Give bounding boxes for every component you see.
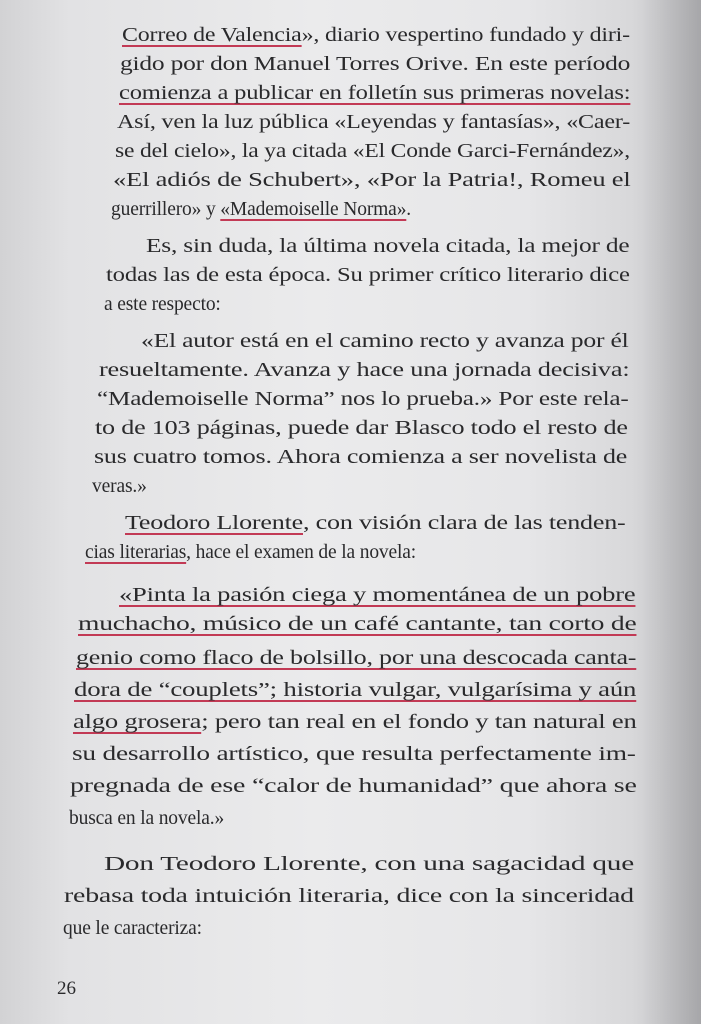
text-segment: Don Teodoro Llorente, con una sagacidad que xyxy=(104,854,634,875)
underlined-phrase: Correo de Valencia xyxy=(122,25,302,46)
text-segment: su desarrollo artístico, que resulta perfectamente im- xyxy=(72,744,636,765)
text-segment: «El autor está en el camino recto y avanza por él xyxy=(141,331,629,352)
text-line xyxy=(99,357,629,385)
text-segment: to de 103 páginas, puede dar Blasco todo el resto de xyxy=(95,418,628,439)
text-line xyxy=(119,80,630,108)
text-segment: «El adiós de Schubert», «Por la Patria!, Romeu el xyxy=(113,170,631,191)
text-segment: rebasa toda intuición literaria, dice con la sinceridad xyxy=(64,886,634,907)
text-segment: , con visión clara de las tenden- xyxy=(303,513,626,534)
text-segment: “Mademoiselle Norma” nos lo prueba.» Por este rela- xyxy=(97,389,629,410)
text-segment: », diario vespertino fundado y diri- xyxy=(301,25,630,46)
text-segment: . xyxy=(406,199,412,220)
underlined-phrase: algo grosera xyxy=(73,712,202,733)
text-segment: sus cuatro tomos. Ahora comienza a ser novelista de xyxy=(94,447,628,468)
text-line xyxy=(106,262,630,290)
text-line xyxy=(122,22,630,50)
text-segment: a este respecto: xyxy=(104,294,221,315)
text-line xyxy=(78,611,636,639)
text-segment: veras.» xyxy=(92,476,147,497)
text-line xyxy=(104,851,634,879)
text-line xyxy=(117,109,630,137)
text-line xyxy=(141,328,629,356)
text-segment: busca en la novela.» xyxy=(69,808,225,829)
text-segment: resueltamente. Avanza y hace una jornada decisiva: xyxy=(99,360,630,381)
text-segment: , hace el examen de la novela: xyxy=(186,542,417,563)
text-line xyxy=(74,677,636,705)
text-line xyxy=(76,645,636,673)
text-segment: gido por don Manuel Torres Orive. En este período xyxy=(120,54,631,75)
text-line xyxy=(94,444,627,472)
text-line xyxy=(92,473,147,501)
text-line xyxy=(104,291,221,319)
underlined-phrase: Teodoro Llorente xyxy=(125,513,304,534)
text-line xyxy=(63,915,202,943)
text-line xyxy=(111,196,411,224)
text-segment: se del cielo», la ya citada «El Conde Garci-Fernández», xyxy=(115,141,630,162)
text-line xyxy=(115,138,630,166)
text-segment: ; pero tan real en el fondo y tan natural en xyxy=(201,712,637,733)
text-line xyxy=(113,167,631,195)
text-segment: que le caracteriza: xyxy=(63,918,202,939)
text-line xyxy=(85,539,416,567)
text-segment: todas las de esta época. Su primer crítico literario dice xyxy=(106,265,630,286)
text-line xyxy=(70,773,637,801)
text-segment: pregnada de ese “calor de humanidad” que ahora se xyxy=(70,776,637,797)
underlined-phrase: muchacho, músico de un café cantante, tan corto de xyxy=(78,614,637,635)
text-segment: Es, sin duda, la última novela citada, la mejor de xyxy=(146,236,630,257)
underlined-phrase: cias literarias xyxy=(85,542,187,563)
text-line xyxy=(125,510,626,538)
text-line xyxy=(119,582,635,610)
underlined-phrase: comienza a publicar en folletín sus primeras novelas: xyxy=(119,83,631,104)
underlined-phrase: dora de “couplets”; historia vulgar, vulgarísima y aún xyxy=(74,680,637,701)
text-line xyxy=(64,883,634,911)
text-line xyxy=(146,233,629,261)
underlined-phrase: «Pinta la pasión ciega y momentánea de un pobre xyxy=(119,585,636,606)
text-line xyxy=(72,741,636,769)
page-number: 26 xyxy=(57,978,76,999)
text-line xyxy=(95,415,628,443)
text-line xyxy=(73,709,637,737)
text-line xyxy=(69,805,224,833)
text-line xyxy=(97,386,629,414)
text-segment: Así, ven la luz pública «Leyendas y fantasías», «Caer- xyxy=(117,112,631,133)
underlined-phrase: «Mademoiselle Norma» xyxy=(220,199,407,220)
page-curve-shadow xyxy=(641,0,701,1024)
text-segment: guerrillero» y xyxy=(111,199,221,220)
underlined-phrase: genio como flaco de bolsillo, por una descocada canta- xyxy=(76,648,637,669)
text-line xyxy=(120,51,630,79)
